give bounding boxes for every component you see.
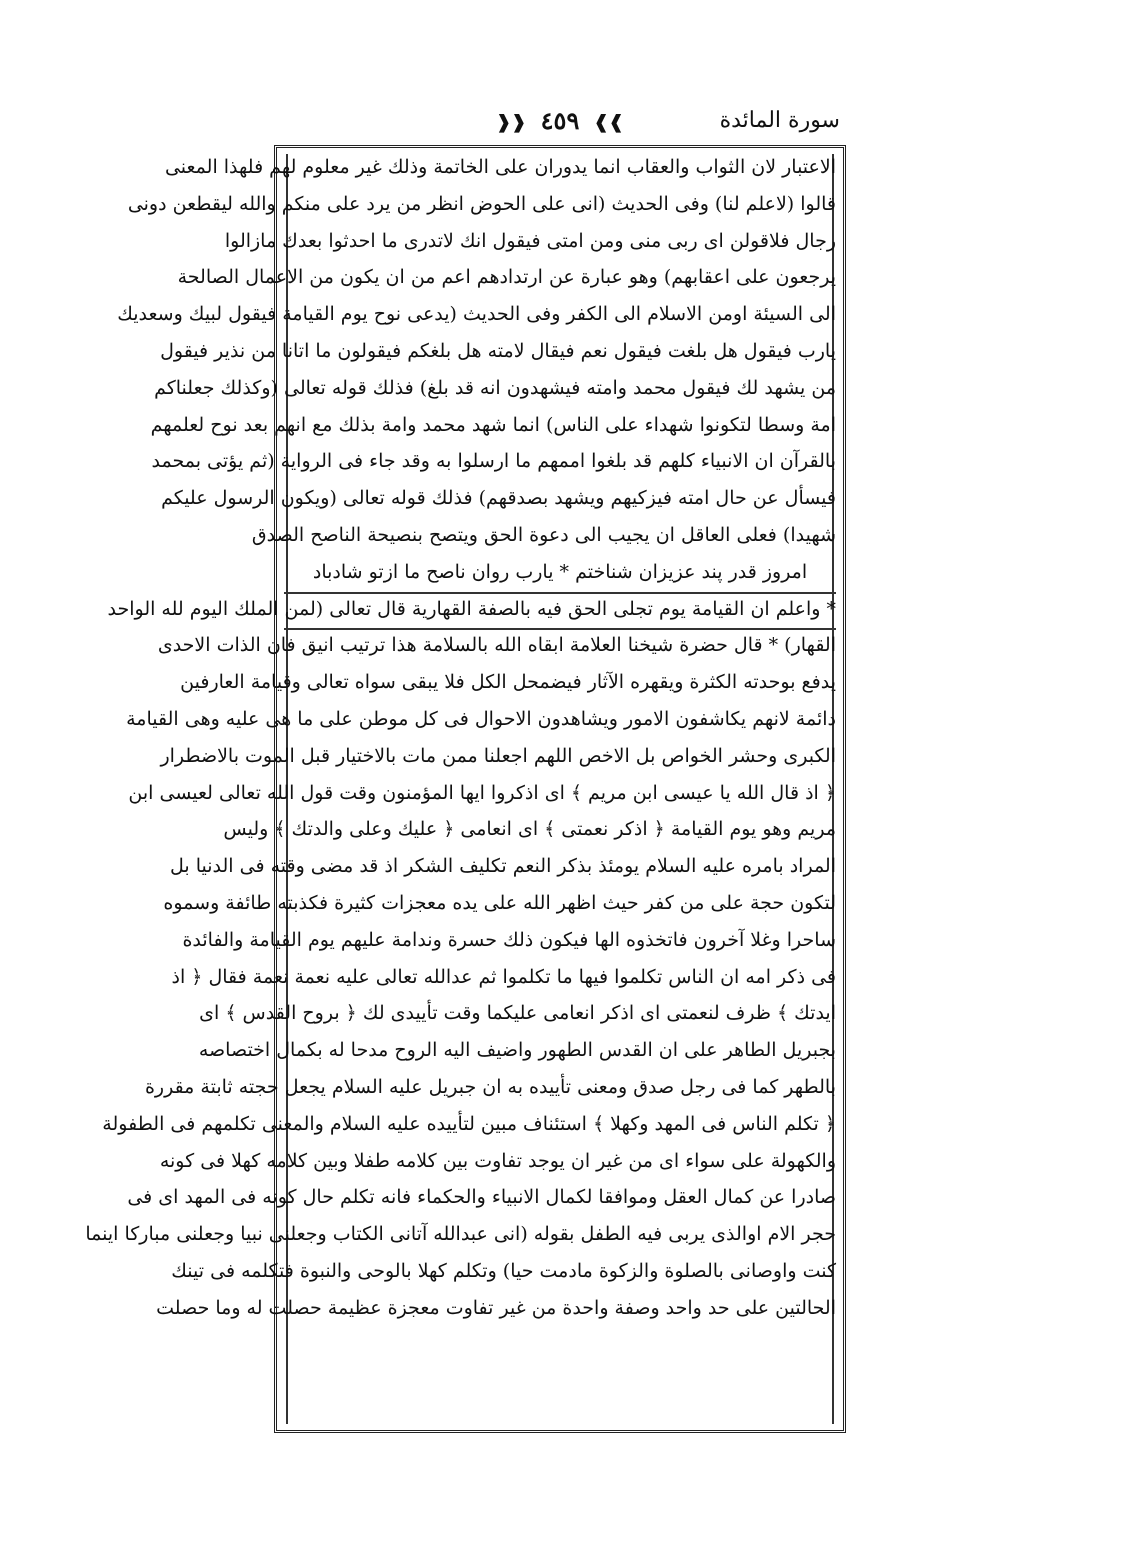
- text-line: دائمة لانهم يكاشفون الامور ويشاهدون الاحوال فى كل موطن على ما هى عليه وهى القيامة: [126, 707, 836, 730]
- text-line: ساحرا وغلا آخرون فاتخذوه الها فيكون ذلك حسرة وندامة عليهم يوم القيامة والفائدة: [182, 928, 836, 951]
- text-line: الاعتبار لان الثواب والعقاب انما يدوران على الخاتمة وذلك غير معلوم لهم فلهذا المعنى: [164, 156, 836, 178]
- text-line: لتكون حجة على من كفر حيث اظهر الله على يده معجزات كثيرة فكذبته طائفة وسموه: [163, 891, 836, 914]
- text-line: بجبريل الطاهر على ان القدس الطهور واضيف اليه الروح مدحا له بكمال اختصاصه: [198, 1039, 836, 1062]
- text-line: من يشهد لك فيقول محمد وامته فيشهدون انه قد بلغ) فذلك قوله تعالى (وكذلك جعلناكم: [154, 376, 836, 399]
- text-line: المراد بامره عليه السلام يومئذ بذكر النعم تكليف الشكر اذ قد مضى وقته فى الدنيا بل: [170, 855, 836, 878]
- page-number-block: [490, 106, 630, 135]
- text-line: يدفع بوحدته الكثرة ويقهره الآثار فيضمحل الكل فلا يبقى سواه تعالى وقيامة العارفين: [180, 671, 836, 694]
- text-line: فيسأل عن حال امته فيزكيهم ويشهد بصدقهم) فذلك قوله تعالى (ويكون الرسول عليكم: [161, 487, 836, 510]
- text-line: فى ذكر امه ان الناس تكلموا فيها ما تكلموا ثم عدالله تعالى عليه نعمة نعمة فقال ﴿ اذ: [171, 965, 836, 988]
- text-line: * واعلم ان القيامة يوم تجلى الحق فيه بالصفة القهارية قال تعالى (لمن الملك اليوم لله الواحد: [107, 597, 836, 620]
- main-text: [85, 149, 836, 1327]
- text-line: ﴿ تكلم الناس فى المهد وكهلا ﴾ استئناف مبين لتأييده عليه السلام والمعنى تكلمهم فى الطفولة: [102, 1112, 836, 1135]
- text-line: شهيدا) فعلى العاقل ان يجيب الى دعوة الحق ويتصح بنصيحة الناصح الصدق: [251, 523, 836, 546]
- text-line: مريم وهو يوم القيامة ﴿ اذكر نعمتى ﴾ اى انعامى ﴿ عليك وعلى والدتك ﴾ وليس: [223, 818, 836, 841]
- text-line: يرجعون على اعقابهم) وهو عبارة عن ارتدادهم اعم من ان يكون من الاعمال الصالحة: [177, 266, 836, 289]
- page-number: ٤٥٩: [540, 106, 580, 135]
- text-line: ايدتك ﴾ ظرف لنعمتى اى اذكر انعامى عليكما وقت تأييدى لك ﴿ بروح القدس ﴾ اى: [199, 1002, 836, 1025]
- verse-line: امروز قدر پند عزيزان شناختم * يارب روان ناصح ما ازتو شادباد: [312, 560, 808, 583]
- text-line: بالطهر كما فى رجل صدق ومعنى تأييده به ان جبريل عليه السلام يجعل حجته ثابتة مقررة: [144, 1075, 836, 1098]
- surah-title: سورة المائدة: [719, 108, 840, 133]
- text-line: الحالتين على حد واحد وصفة واحدة من غير تفاوت معجزة عظيمة حصلت له وما حصلت: [156, 1296, 836, 1319]
- page-header: [280, 104, 840, 144]
- text-line: يارب فيقول هل بلغت فيقول نعم فيقال لامته هل بلغكم فيقولون ما اتانا من نذير فيقول: [160, 339, 836, 362]
- text-line: امة وسطا لتكونوا شهداء على الناس) انما شهد محمد وامة بذلك مع انهم بعد نوح لعلمهم: [150, 413, 836, 436]
- ornament-left: ❰❰: [496, 112, 527, 133]
- ornament-right: ❱❱: [593, 112, 624, 133]
- text-line: حجر الام اوالذى يربى فيه الطفل بقوله (انى عبدالله آتانى الكتاب وجعلنى نبيا وجعلنى مباركا اينما: [85, 1223, 836, 1246]
- text-line: الى السيئة اومن الاسلام الى الكفر وفى الحديث (يدعى نوح يوم القيامة فيقول لبيك وسعديك: [117, 303, 836, 326]
- text-line: القهار) * قال حضرة شيخنا العلامة ابقاه الله بالسلامة هذا ترتيب انيق فان الذات الاحدى: [157, 634, 836, 657]
- text-line: رجال فلاقولن اى ربى منى ومن امتى فيقول انك لاتدرى ما احدثوا بعدك مازالوا: [224, 229, 836, 252]
- text-line: ﴿ اذ قال الله يا عيسى ابن مريم ﴾ اى اذكروا ايها المؤمنون وقت قول الله تعالى لعيسى ابن: [128, 781, 836, 804]
- text-line: والكهولة على سواء اى من غير ان يوجد تفاوت بين كلامه طفلا وبين كلامه كهلا فى كونه: [159, 1149, 836, 1172]
- text-line: الكبرى وحشر الخواص بل الاخص اللهم اجعلنا ممن مات بالاختيار قبل الموت بالاضطرار: [160, 744, 836, 767]
- text-line: قالوا (لاعلم لنا) وفى الحديث (انى على الحوض انظر من يرد على منكم والله ليقطعن دونى: [127, 192, 836, 215]
- text-line: صادرا عن كمال العقل وموافقا لكمال الانبياء والحكماء فانه تكلم حال كونه فى المهد اى فى: [127, 1186, 836, 1209]
- text-line: كنت واوصانى بالصلوة والزكوة مادمت حيا) وتكلم كهلا بالوحى والنبوة فتكلمه فى تينك: [171, 1259, 836, 1282]
- text-line: بالقرآن ان الانبياء كلهم قد بلغوا اممهم ما ارسلوا به وقد جاء فى الرواية (ثم يؤتى بمحمد: [151, 450, 836, 473]
